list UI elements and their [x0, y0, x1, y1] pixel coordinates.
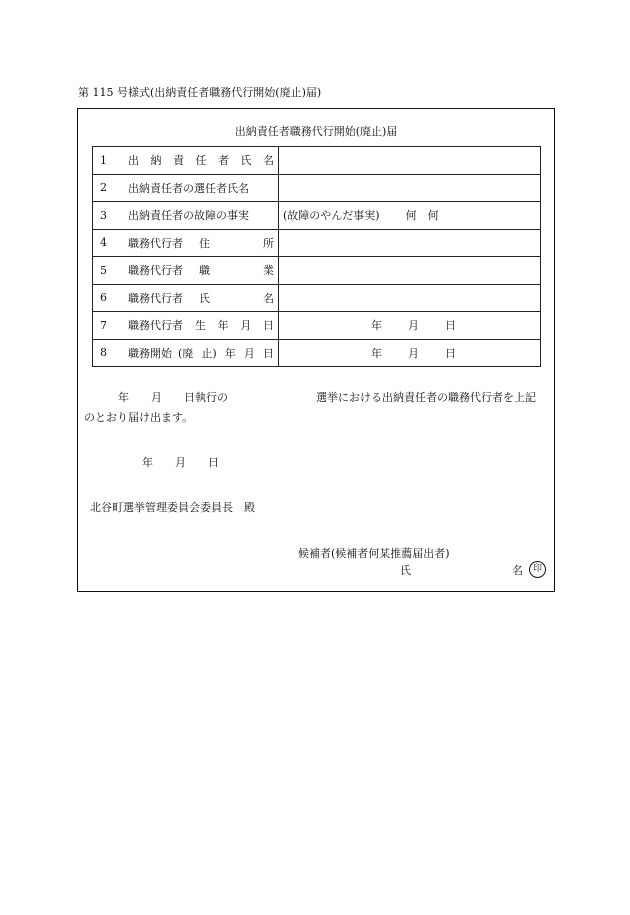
row-number: 7 — [93, 312, 127, 340]
name-label-mei: 名 — [512, 563, 523, 577]
treasurer-name-field[interactable] — [279, 147, 541, 175]
label-char: 月 — [240, 319, 252, 333]
label-mid: 氏 — [199, 291, 210, 305]
label-left: 職務開始 — [128, 346, 172, 360]
label-mid: 職 — [199, 264, 210, 278]
label-char: 年 — [224, 346, 236, 360]
row-label — [126, 284, 279, 312]
row-label — [126, 257, 279, 285]
deputy-name-field[interactable] — [279, 284, 541, 312]
row-number: 1 — [93, 147, 127, 175]
label-left: 職務代行者 — [128, 236, 183, 250]
label-char: 月 — [243, 346, 255, 360]
declaration-line2: のとおり届け出ます。 — [84, 411, 194, 424]
appointer-name-field[interactable] — [279, 174, 541, 202]
label-right: 業 — [263, 264, 274, 278]
table-row — [93, 147, 541, 175]
form-number: 第 115 号様式(出納責任者職務代行開始(廃止)届) — [78, 86, 322, 99]
label-right: 所 — [263, 236, 274, 250]
row-label — [126, 312, 279, 340]
label-mid: 住 — [199, 236, 210, 250]
table-row — [93, 257, 541, 285]
label-char: 日 — [262, 319, 274, 333]
label-char: 出 — [128, 154, 139, 168]
signature-line[interactable] — [400, 561, 546, 578]
table-row — [93, 339, 541, 367]
form-title: 出納責任者職務代行開始(廃止)届 — [234, 125, 398, 138]
row-label — [126, 229, 279, 257]
table-row — [93, 312, 541, 340]
seal-icon: 印 — [529, 561, 546, 578]
label-char: (廃 — [178, 346, 194, 360]
row-number: 3 — [93, 202, 127, 230]
row-label: 出納責任者の故障の事実 — [126, 202, 279, 230]
label-char: 止) — [201, 346, 217, 360]
label-char: 納 — [150, 154, 162, 168]
year-label: 年 — [371, 319, 382, 333]
day-label: 日 — [445, 319, 456, 333]
label-left: 職務代行者 — [128, 264, 183, 278]
incapacity-suffix: 何 何 — [405, 209, 439, 223]
row-label — [126, 339, 279, 367]
day-label: 日 — [445, 346, 456, 360]
row-number: 8 — [93, 339, 127, 367]
deputy-birthdate-field[interactable] — [279, 312, 541, 340]
name-label-shi: 氏 — [400, 563, 411, 577]
label-char: 任 — [195, 154, 207, 168]
row-number: 2 — [93, 174, 127, 202]
label-char: 氏 — [240, 154, 252, 168]
declaration-line1-a: 年 月 日執行の — [118, 391, 228, 404]
label-char: 名 — [263, 154, 274, 168]
label-char: 年 — [217, 319, 229, 333]
row-number: 4 — [93, 229, 127, 257]
label-char: 者 — [218, 154, 229, 168]
label-char: 生 — [195, 319, 206, 333]
declaration-text — [84, 388, 548, 428]
table-row — [93, 202, 541, 230]
row-number: 6 — [93, 284, 127, 312]
submission-date[interactable]: 年 月 日 — [142, 456, 219, 469]
month-label: 月 — [408, 319, 419, 333]
year-label: 年 — [371, 346, 382, 360]
label-char: 責 — [173, 154, 184, 168]
deputy-occupation-field[interactable] — [279, 257, 541, 285]
form-table — [92, 146, 541, 367]
incapacity-fact-field[interactable] — [279, 202, 541, 230]
row-number: 5 — [93, 257, 127, 285]
declaration-line1-b: 選挙における出納責任者の職務代行者を上記 — [316, 391, 536, 404]
table-row — [93, 284, 541, 312]
form-frame — [77, 108, 555, 592]
table-row — [93, 174, 541, 202]
label-left: 職務代行者 — [128, 319, 183, 333]
label-char: 日 — [262, 346, 274, 360]
row-label: 出納責任者の選任者氏名 — [126, 174, 279, 202]
incapacity-prefix: (故障のやんだ事実) — [283, 209, 380, 223]
month-label: 月 — [408, 346, 419, 360]
label-right: 名 — [263, 291, 274, 305]
addressee: 北谷町選挙管理委員会委員長 殿 — [90, 501, 255, 514]
duty-start-date-field[interactable] — [279, 339, 541, 367]
table-row — [93, 229, 541, 257]
row-label — [126, 147, 279, 175]
label-left: 職務代行者 — [128, 291, 183, 305]
deputy-address-field[interactable] — [279, 229, 541, 257]
submitter-label: 候補者(候補者何某推薦届出者) — [298, 547, 450, 560]
